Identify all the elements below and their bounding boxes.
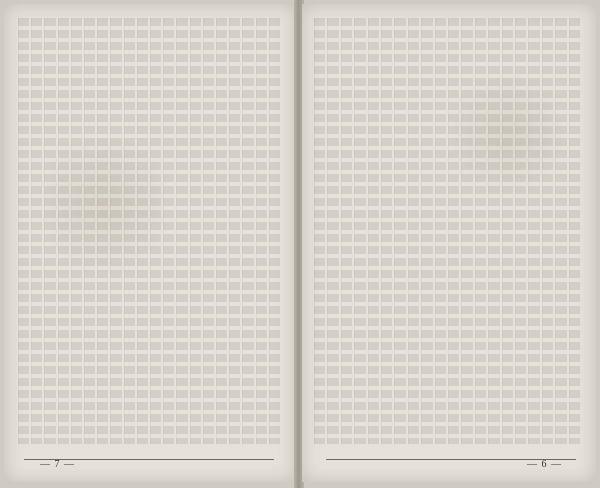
text-column <box>381 18 392 444</box>
text-column <box>58 18 69 444</box>
text-column <box>31 18 42 444</box>
text-column <box>394 18 405 444</box>
text-column <box>124 18 135 444</box>
text-column <box>528 18 539 444</box>
text-column <box>229 18 240 444</box>
text-column <box>84 18 95 444</box>
text-column <box>475 18 486 444</box>
text-column <box>97 18 108 444</box>
text-column <box>461 18 472 444</box>
text-column <box>435 18 446 444</box>
text-column <box>242 18 253 444</box>
text-column <box>163 18 174 444</box>
text-column <box>327 18 338 444</box>
text-column <box>502 18 513 444</box>
text-column <box>110 18 121 444</box>
text-column <box>44 18 55 444</box>
left-page-number: — 7 — <box>40 459 75 470</box>
text-column <box>18 18 29 444</box>
right-page <box>302 4 596 482</box>
text-column <box>256 18 267 444</box>
text-column <box>448 18 459 444</box>
text-column <box>216 18 227 444</box>
text-column <box>569 18 580 444</box>
text-column <box>421 18 432 444</box>
text-column <box>354 18 365 444</box>
right-page-text <box>314 18 580 444</box>
text-column <box>150 18 161 444</box>
text-column <box>269 18 280 444</box>
text-column <box>341 18 352 444</box>
text-column <box>71 18 82 444</box>
right-page-number: — 6 — <box>527 459 562 470</box>
text-column <box>408 18 419 444</box>
text-column <box>314 18 325 444</box>
text-column <box>515 18 526 444</box>
text-column <box>488 18 499 444</box>
text-column <box>190 18 201 444</box>
left-page-text <box>18 18 280 444</box>
text-column <box>368 18 379 444</box>
text-column <box>176 18 187 444</box>
text-column <box>542 18 553 444</box>
text-column <box>203 18 214 444</box>
text-column <box>555 18 566 444</box>
left-page <box>4 4 296 482</box>
text-column <box>137 18 148 444</box>
